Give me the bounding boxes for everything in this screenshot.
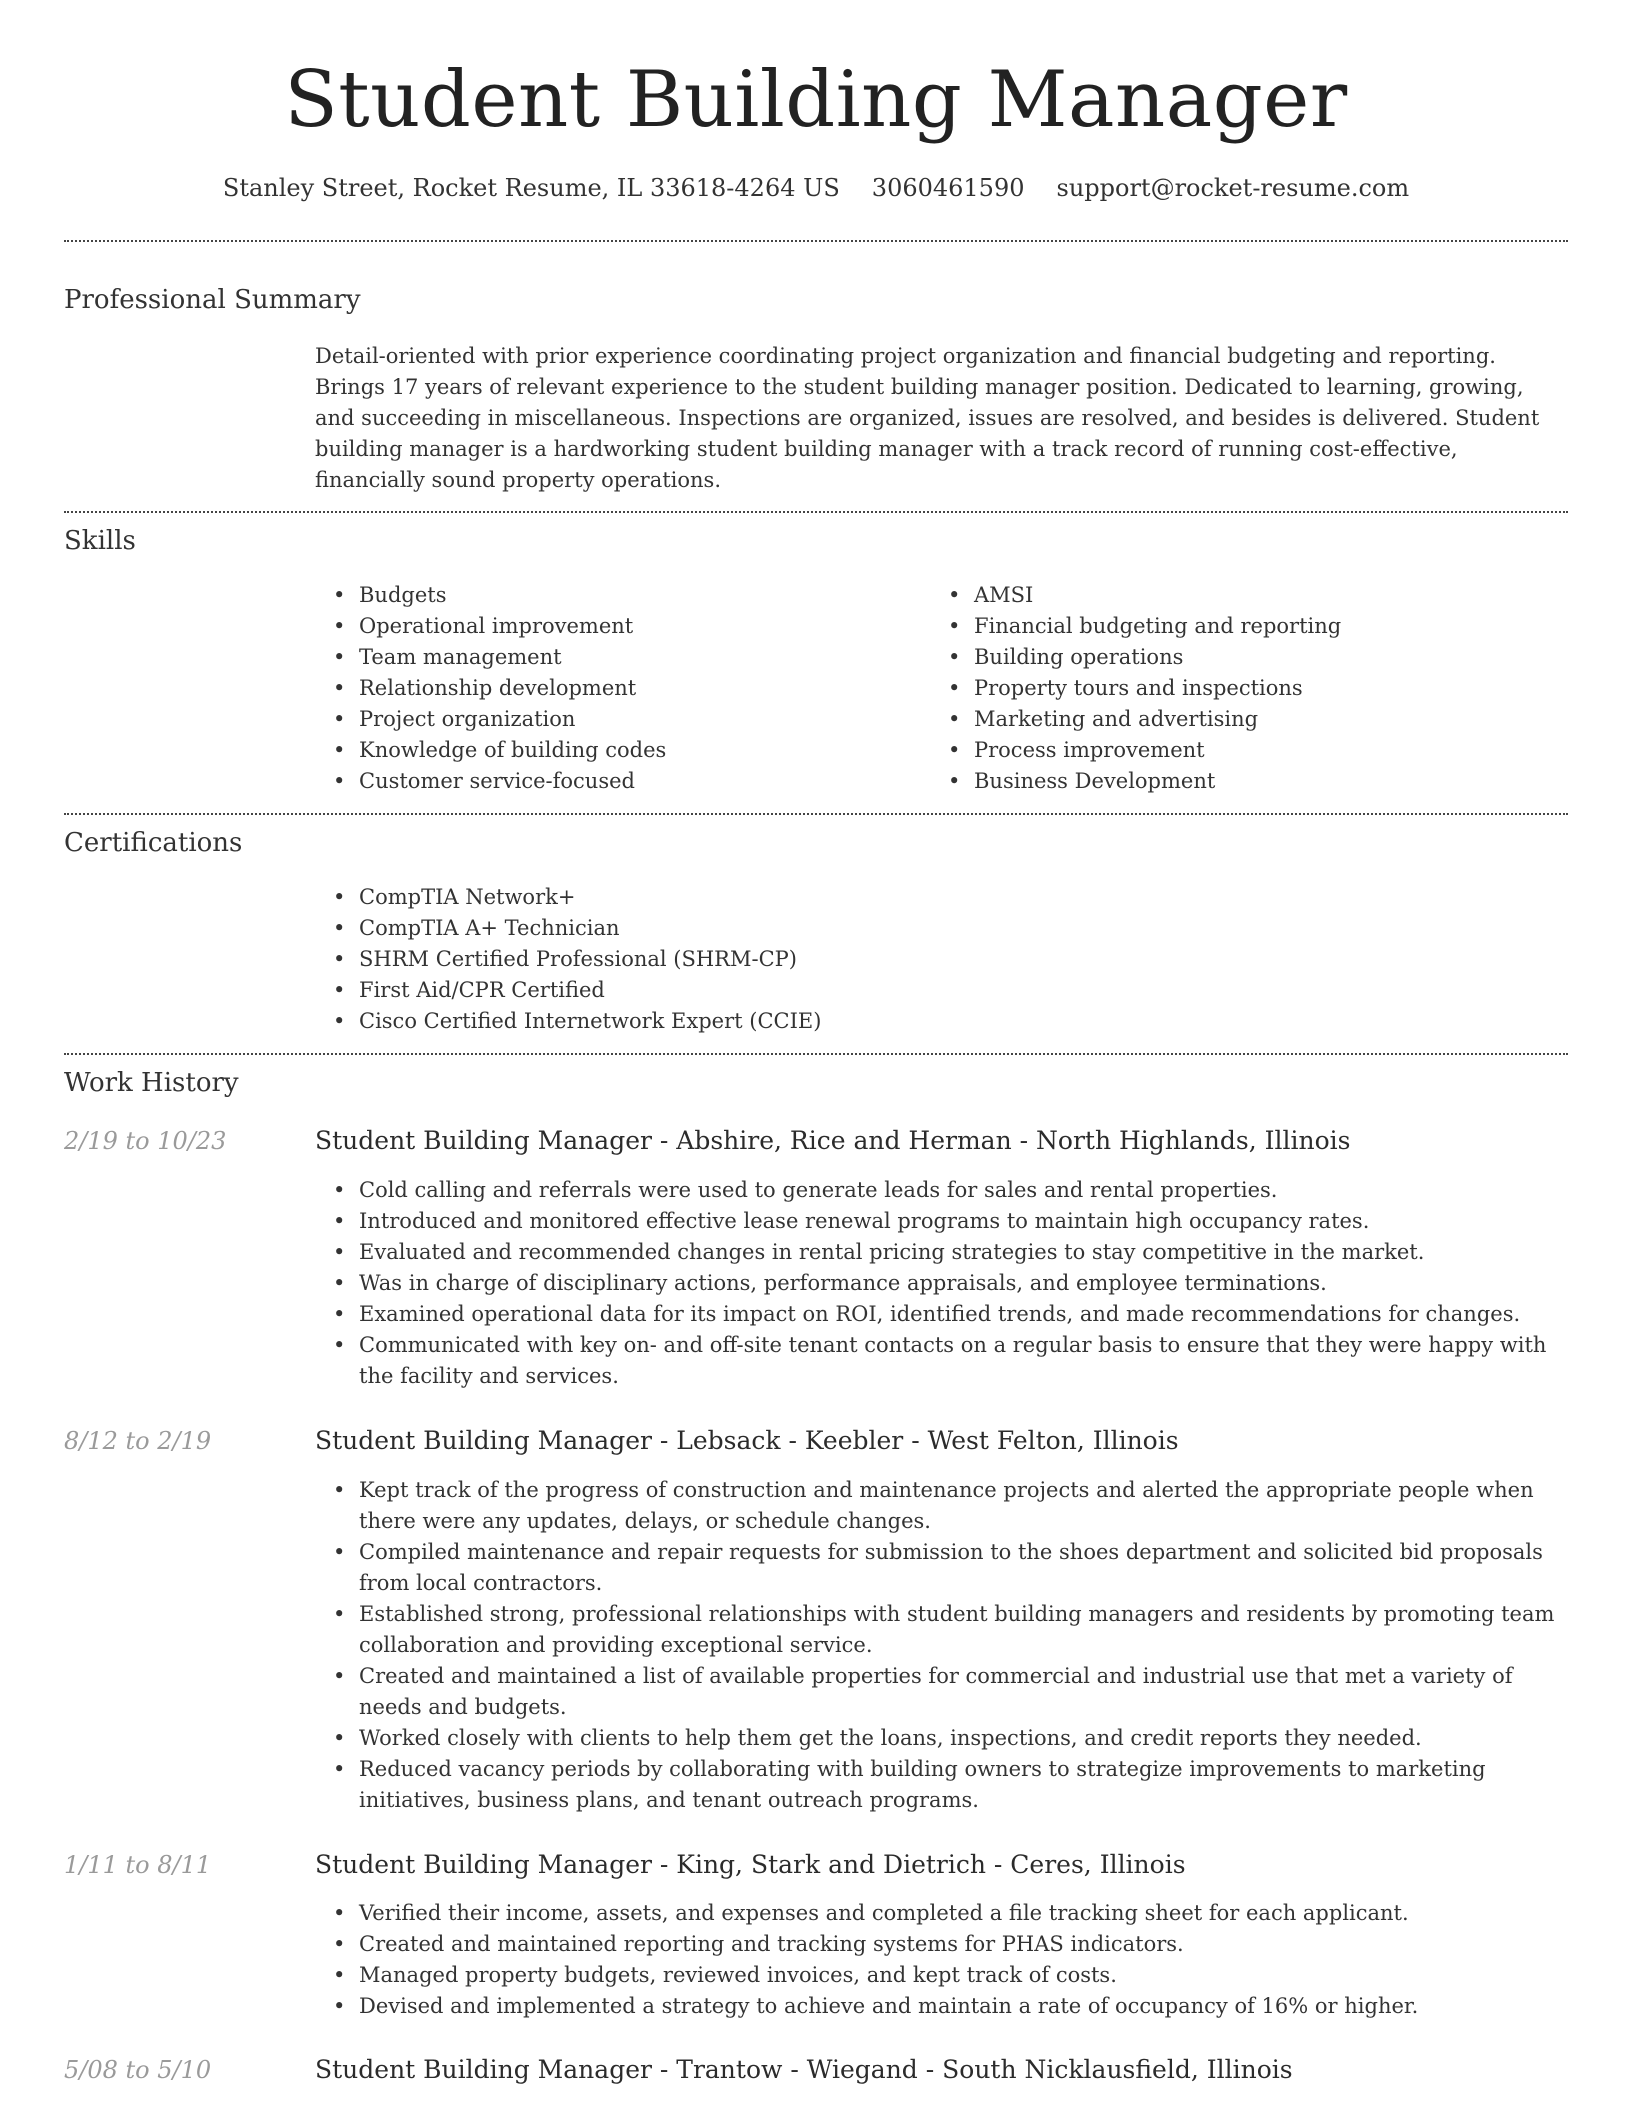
- summary-heading: Professional Summary: [64, 285, 361, 315]
- skill-item: • Knowledge of building codes: [315, 735, 666, 766]
- certifications-list: [315, 882, 821, 1037]
- job-title: Student Building Manager - Lebsack - Keebler - West Felton, Illinois: [315, 1426, 1179, 1455]
- job-bullet: • Devised and implemented a strategy to achieve and maintain a rate of occupancy of 16% or higher.: [315, 1991, 1565, 2022]
- contact-address: Stanley Street, Rocket Resume, IL 33618-4264 US: [222, 174, 840, 202]
- candidate-name: Student Building Manager: [284, 55, 1348, 145]
- contact-email[interactable]: support@rocket-resume.com: [1056, 174, 1410, 202]
- job-bullet: • Established strong, professional relationships with student building managers and residents by promoting team collaboration and providing exceptional service.: [315, 1599, 1565, 1661]
- job-bullets: [315, 1475, 1565, 1816]
- skill-item: • Financial budgeting and reporting: [930, 611, 1341, 642]
- job-bullet: • Communicated with key on- and off-site tenant contacts on a regular basis to ensure that they were happy with the facility and services.: [315, 1330, 1565, 1392]
- skill-item: • Relationship development: [315, 673, 666, 704]
- skill-item: • Budgets: [315, 580, 666, 611]
- job-bullet: • Cold calling and referrals were used to generate leads for sales and rental properties.: [315, 1175, 1565, 1206]
- skill-item: • Project organization: [315, 704, 666, 735]
- job-bullet: • Created and maintained reporting and tracking systems for PHAS indicators.: [315, 1929, 1565, 1960]
- job-bullets: [315, 1175, 1565, 1392]
- skill-item: • Process improvement: [930, 735, 1341, 766]
- job-bullet: • Was in charge of disciplinary actions, performance appraisals, and employee terminations.: [315, 1268, 1565, 1299]
- job-bullet: • Reduced vacancy periods by collaborating with building owners to strategize improvements to marketing initiatives, business plans, and tenant outreach programs.: [315, 1754, 1565, 1816]
- certification-item: • SHRM Certified Professional (SHRM-CP): [315, 944, 821, 975]
- job-title: Student Building Manager - King, Stark and Dietrich - Ceres, Illinois: [315, 1850, 1186, 1879]
- skill-item: • Property tours and inspections: [930, 673, 1341, 704]
- job-dates: 1/11 to 8/11: [64, 1851, 212, 1879]
- skill-item: • Marketing and advertising: [930, 704, 1341, 735]
- skills-list-left: [315, 580, 666, 797]
- job-dates: 8/12 to 2/19: [64, 1427, 212, 1455]
- section-divider: [64, 1053, 1568, 1055]
- job-bullet: • Created and maintained a list of available properties for commercial and industrial use that met a variety of needs and budgets.: [315, 1661, 1565, 1723]
- job-title: Student Building Manager - Trantow - Wiegand - South Nicklausfield, Illinois: [315, 2055, 1293, 2084]
- section-divider: [64, 813, 1568, 815]
- skills-heading: Skills: [64, 526, 136, 556]
- skills-list-right: [930, 580, 1341, 797]
- certification-item: • CompTIA A+ Technician: [315, 913, 821, 944]
- work-history-heading: Work History: [64, 1068, 239, 1098]
- section-divider: [64, 511, 1568, 513]
- skill-item: • Customer service-focused: [315, 766, 666, 797]
- skill-item: • Operational improvement: [315, 611, 666, 642]
- section-divider: [64, 240, 1568, 242]
- certifications-heading: Certifications: [64, 828, 243, 858]
- contact-line: [0, 172, 1632, 204]
- job-bullet: • Worked closely with clients to help them get the loans, inspections, and credit reports they needed.: [315, 1723, 1565, 1754]
- summary-text: Detail-oriented with prior experience coordinating project organization and financial budgeting and reporting. Brings 17 years of relevant experience to the student building manager position. Dedicated to learning, growing, and succeeding in miscellaneous. Inspections are organized, issues are resolved, and besides is delivered. Student building manager is a hardworking student building manager with a track record of running cost-effective, financially sound property operations.: [315, 344, 1540, 492]
- job-bullets: [315, 1898, 1565, 2022]
- skill-item: • AMSI: [930, 580, 1341, 611]
- job-bullet: • Kept track of the progress of construction and maintenance projects and alerted the appropriate people when there were any updates, delays, or schedule changes.: [315, 1475, 1565, 1537]
- job-dates: 2/19 to 10/23: [64, 1127, 227, 1155]
- skill-item: • Building operations: [930, 642, 1341, 673]
- job-bullet: • Introduced and monitored effective lease renewal programs to maintain high occupancy rates.: [315, 1206, 1565, 1237]
- job-bullet: • Examined operational data for its impact on ROI, identified trends, and made recommendations for changes.: [315, 1299, 1565, 1330]
- certification-item: • Cisco Certified Internetwork Expert (CCIE): [315, 1006, 821, 1037]
- certification-item: • CompTIA Network+: [315, 882, 821, 913]
- skill-item: • Team management: [315, 642, 666, 673]
- certification-item: • First Aid/CPR Certified: [315, 975, 821, 1006]
- job-bullet: • Compiled maintenance and repair requests for submission to the shoes department and solicited bid proposals from local contractors.: [315, 1537, 1565, 1599]
- contact-phone: 3060461590: [871, 174, 1025, 202]
- job-dates: 5/08 to 5/10: [64, 2056, 212, 2084]
- job-bullet: • Managed property budgets, reviewed invoices, and kept track of costs.: [315, 1960, 1565, 1991]
- skill-item: • Business Development: [930, 766, 1341, 797]
- job-bullet: • Verified their income, assets, and expenses and completed a file tracking sheet for each applicant.: [315, 1898, 1565, 1929]
- job-bullet: • Evaluated and recommended changes in rental pricing strategies to stay competitive in the market.: [315, 1237, 1565, 1268]
- job-title: Student Building Manager - Abshire, Rice and Herman - North Highlands, Illinois: [315, 1126, 1351, 1155]
